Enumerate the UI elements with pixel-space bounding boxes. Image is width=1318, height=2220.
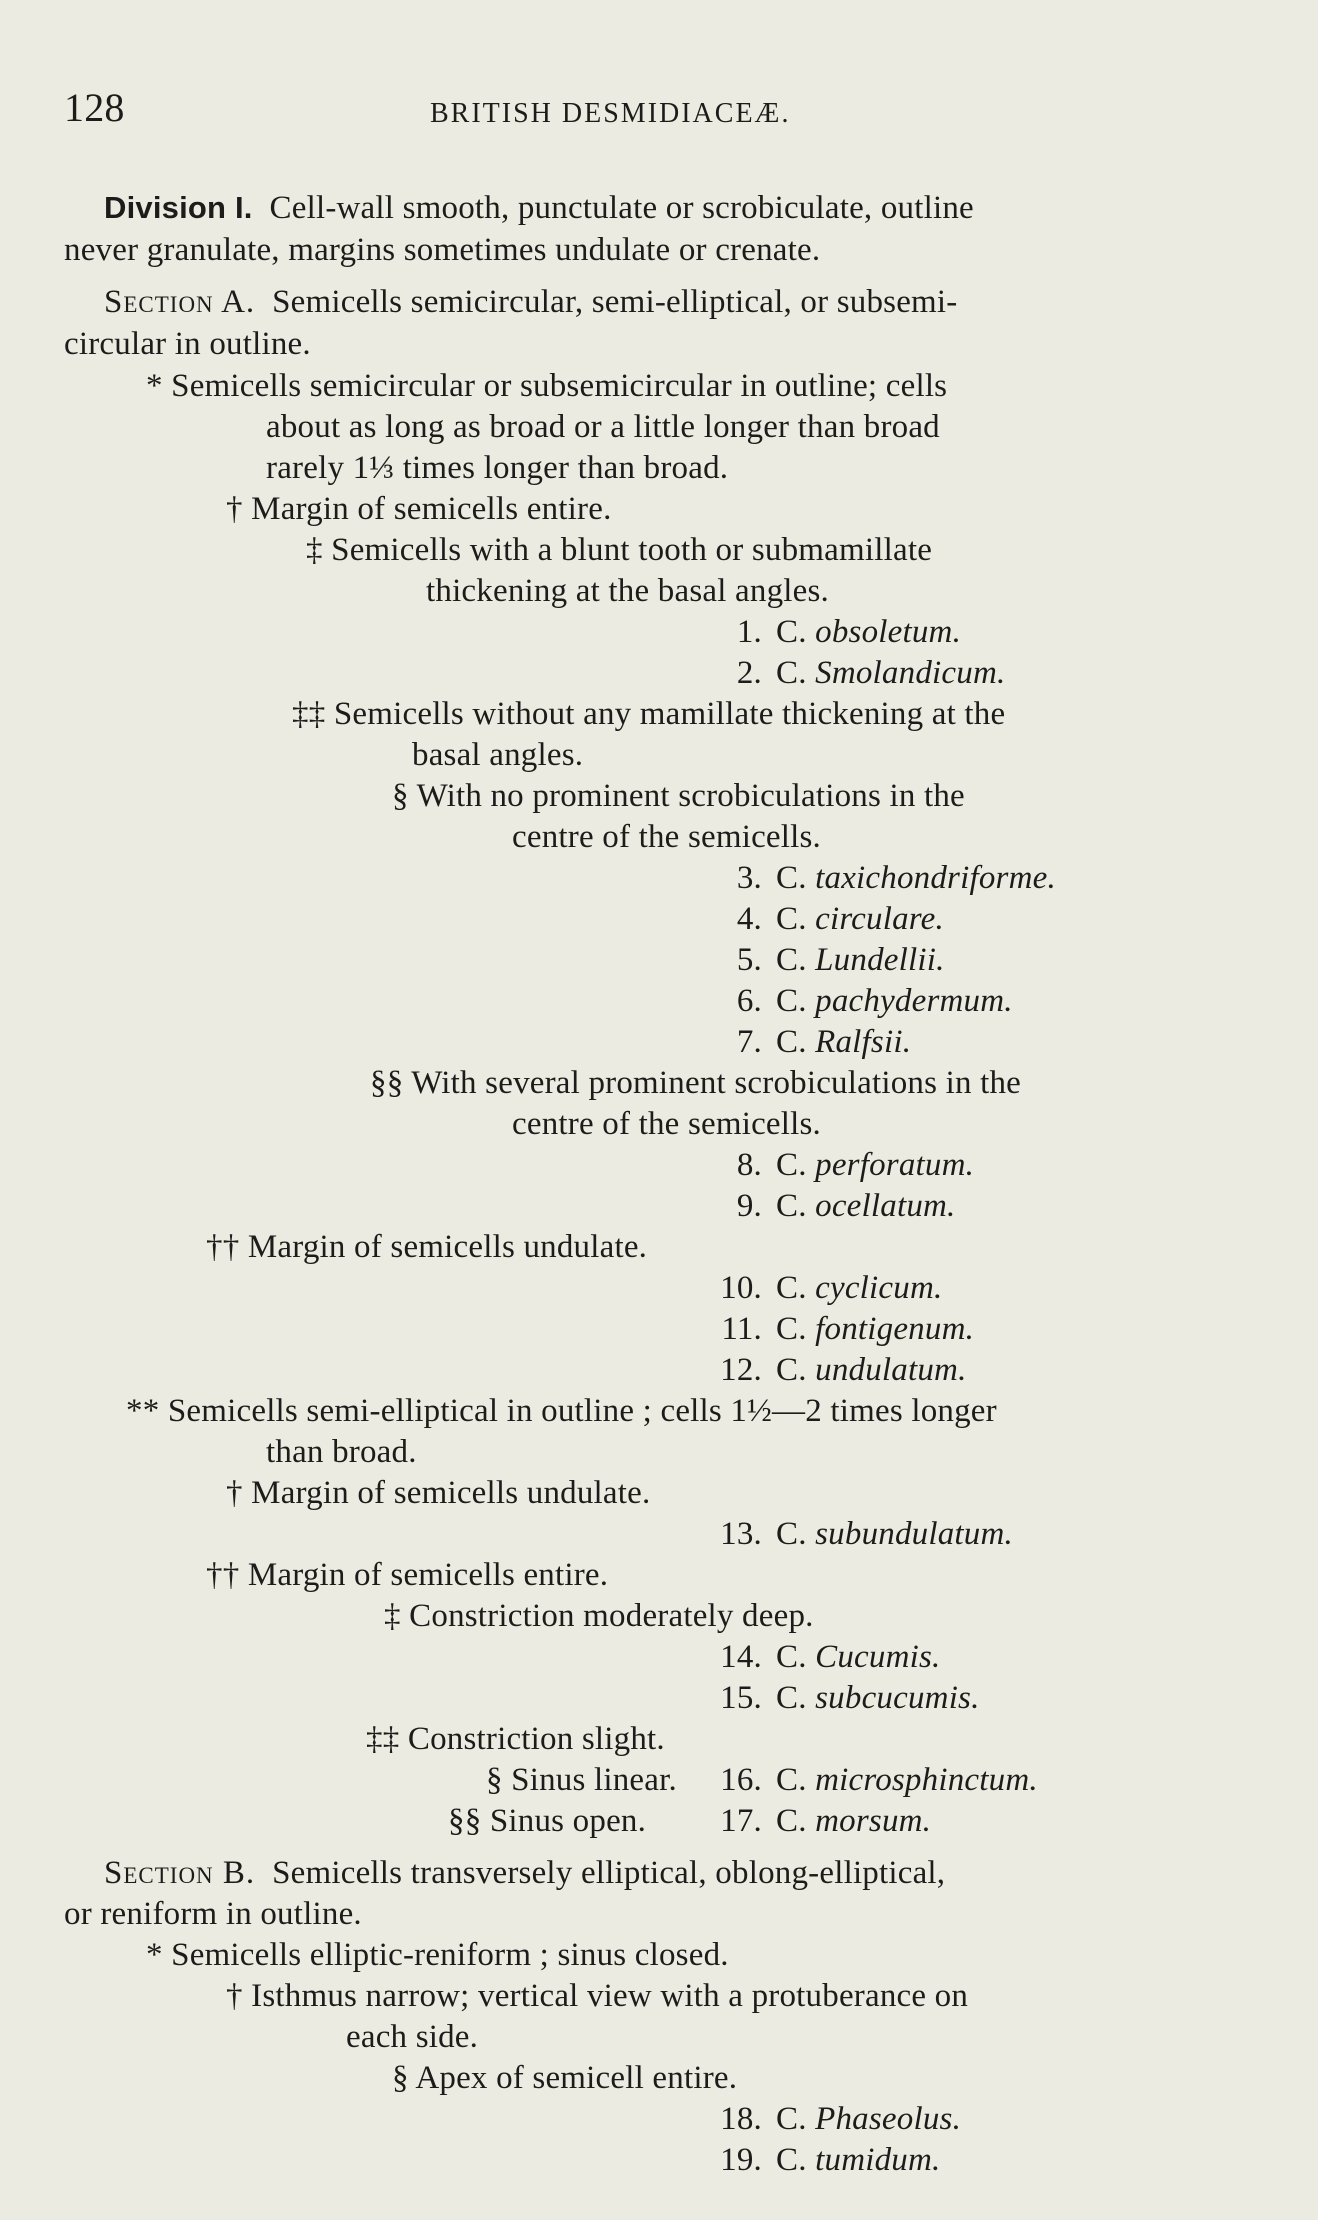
key-symbol: ‡ (306, 532, 323, 568)
key-a-sect2-line-1 (370, 1063, 1021, 1103)
key-a-sect-line-2: centre of the semicells. (512, 819, 822, 855)
key-symbol: * (146, 1937, 163, 1973)
section-a-text-1: Semicells semicircular, semi-elliptical, or subsemi- (272, 284, 958, 320)
species-entry: 6. C. pachydermum. (736, 983, 1013, 1019)
key-text: Semicells elliptic-reniform ; sinus closed. (171, 1937, 729, 1973)
key-symbol: ‡‡ (366, 1721, 400, 1757)
key-text: With no prominent scrobiculations in the (416, 778, 965, 814)
key-a-ddagger2-line-1 (292, 694, 1005, 734)
section-a-line-1 (104, 282, 957, 322)
species-entry: 4. C. circulare. (736, 901, 944, 937)
key-symbol: §§ (370, 1065, 404, 1101)
section-b-line-2: or reniform in outline. (64, 1896, 362, 1932)
key-sb-star-line-1 (146, 1935, 729, 1975)
key-text: Margin of semicells entire. (251, 491, 612, 527)
key-text: Sinus linear. (511, 1762, 677, 1798)
key-symbol: †† (206, 1557, 240, 1593)
species-entry: 9. C. ocellatum. (736, 1188, 956, 1224)
key-symbol: ‡ (384, 1598, 401, 1634)
key-text: Semicells with a blunt tooth or submamillate (331, 532, 933, 568)
key-symbol: †† (206, 1229, 240, 1265)
key-a-ddagger2-line-2: basal angles. (412, 737, 584, 773)
key-symbol: § (392, 2060, 409, 2096)
species-entry: 16. C. microsphinctum. (720, 1762, 1038, 1798)
division-line-1 (104, 188, 974, 228)
key-symbol: ** (126, 1393, 160, 1429)
key-symbol: * (146, 368, 163, 404)
key-a-star-line-1 (146, 366, 947, 406)
key-text: Apex of semicell entire. (415, 2060, 738, 2096)
division-text-1: Cell-wall smooth, punctulate or scrobiculate, outline (269, 190, 974, 226)
key-b2-ddagger-line-1 (384, 1596, 814, 1636)
key-text: Isthmus narrow; vertical view with a protuberance on (251, 1978, 969, 2014)
species-entry: 5. C. Lundellii. (736, 942, 945, 978)
species-entry: 2. C. Smolandicum. (736, 655, 1006, 691)
key-text: Semicells without any mamillate thickening at the (333, 696, 1006, 732)
division-line-2: never granulate, margins sometimes undulate or crenate. (64, 232, 821, 268)
key-a-sect-line-1 (392, 776, 965, 816)
species-entry: 12. C. undulatum. (720, 1352, 967, 1388)
key-a-dagger-line-1 (226, 489, 612, 529)
key-sb-dagger-line-2: each side. (346, 2019, 479, 2055)
key-text: Sinus open. (489, 1803, 647, 1839)
key-symbol: † (226, 1978, 243, 2014)
section-b-label: Section B. (104, 1855, 256, 1891)
key-text: Margin of semicells entire. (247, 1557, 609, 1593)
key-text: Constriction slight. (407, 1721, 665, 1757)
key-b2-dagger-line-1 (226, 1473, 650, 1513)
key-a-sect2-line-2: centre of the semicells. (512, 1106, 822, 1142)
species-entry: 11. C. fontigenum. (721, 1311, 975, 1347)
page-number: 128 (64, 85, 125, 130)
species-entry: 13. C. subundulatum. (720, 1516, 1013, 1552)
species-entry: 14. C. Cucumis. (720, 1639, 941, 1675)
species-entry: 17. C. morsum. (720, 1803, 932, 1839)
species-entry: 3. C. taxichondriforme. (736, 860, 1056, 896)
key-symbol: §§ (448, 1803, 482, 1839)
species-entry: 7. C. Ralfsii. (736, 1024, 912, 1060)
key-sb-sect-line-1 (392, 2058, 737, 2098)
key-a-star2-line-1 (126, 1391, 997, 1431)
key-a-dagger2-line-1 (206, 1227, 647, 1267)
species-entry: 10. C. cyclicum. (720, 1270, 943, 1306)
key-a-star2-line-2: than broad. (266, 1434, 417, 1470)
section-a-label: Section A. (104, 284, 256, 320)
key-text: Margin of semicells undulate. (247, 1229, 648, 1265)
section-b-line-1 (104, 1853, 945, 1893)
species-entry: 1. C. obsoletum. (736, 614, 962, 650)
key-a-ddagger-line-1 (306, 530, 932, 570)
key-text: With several prominent scrobiculations in the (411, 1065, 1022, 1101)
section-a-line-2: circular in outline. (64, 326, 311, 362)
key-symbol: † (226, 1475, 243, 1511)
key-symbol: ‡‡ (292, 696, 326, 732)
species-entry: 18. C. Phaseolus. (720, 2101, 962, 2137)
key-text: Margin of semicells undulate. (251, 1475, 651, 1511)
running-title: BRITISH DESMIDIACEÆ. (430, 98, 791, 129)
species-entry: 8. C. perforatum. (736, 1147, 975, 1183)
key-text: Semicells semicircular or subsemicircular in outline; cells (171, 368, 948, 404)
key-a-star-line-2: about as long as broad or a little longer than broad (266, 409, 940, 445)
key-symbol: § (392, 778, 409, 814)
species-entry: 19. C. tumidum. (720, 2142, 941, 2178)
section-b-text-1: Semicells transversely elliptical, oblong-elliptical, (272, 1855, 946, 1891)
key-text: Constriction moderately deep. (409, 1598, 814, 1634)
key-symbol: § (486, 1762, 503, 1798)
key-sb-dagger-line-1 (226, 1976, 968, 2016)
key-a-ddagger-line-2: thickening at the basal angles. (426, 573, 829, 609)
key-symbol: † (226, 491, 243, 527)
key-text: Semicells semi-elliptical in outline ; cells 1½—2 times longer (167, 1393, 997, 1429)
species-entry: 15. C. subcucumis. (720, 1680, 980, 1716)
key-b2-sect2-line-1 (448, 1801, 646, 1841)
division-label: Division I. (104, 190, 253, 225)
key-a-star-line-3: rarely 1⅓ times longer than broad. (266, 450, 729, 486)
key-b2-sect-line-1 (486, 1760, 677, 1800)
key-b2-dagger2-line-1 (206, 1555, 608, 1595)
key-b2-ddagger2-line-1 (366, 1719, 665, 1759)
